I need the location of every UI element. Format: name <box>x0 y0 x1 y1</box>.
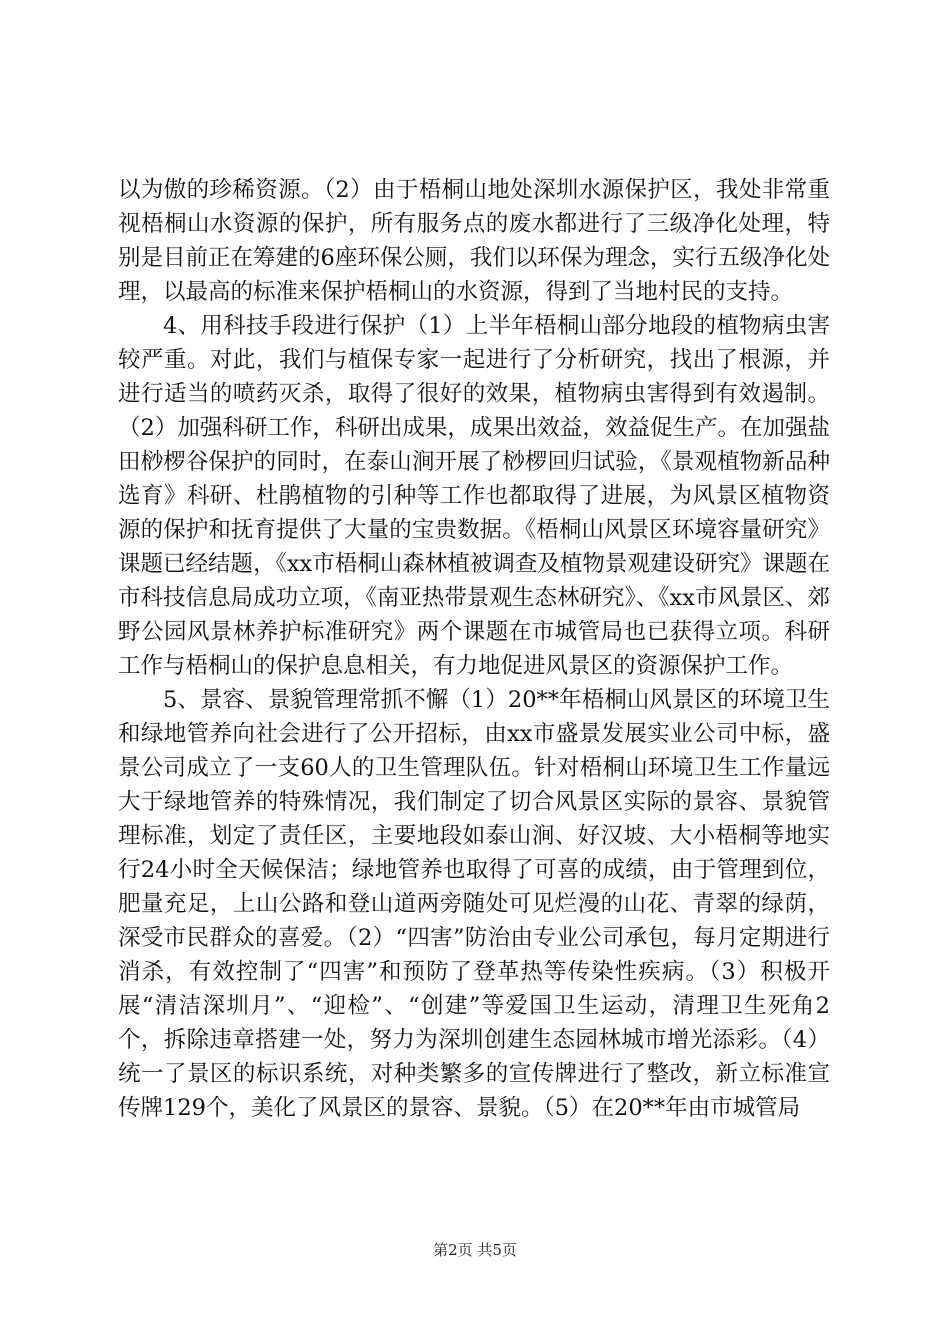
paragraph-tech-protection: 4、用科技手段进行保护（1）上半年梧桐山部分地段的植物病虫害较严重。对此，我们与植保专家一起进行了分析研究，找出了根源，并进行适当的喷药灭杀，取得了很好的效果，植物病虫害得到有效遏制。（2）加强科研工作，科研出成果，成果出效益，效益促生产。在加强盐田桫椤谷保护的同时，在泰山涧开展了桫椤回归试验，《景观植物新品种选育》科研、杜鹃植物的引种等工作也都取得了进展，为风景区植物资源的保护和抚育提供了大量的宝贵数据。《梧桐山风景区环境容量研究》课题已经结题，《xx市梧桐山森林植被调查及植物景观建设研究》课题在市科技信息局成功立项，《南亚热带景观生态林研究》、《xx市风景区、郊野公园风景林养护标准研究》两个课题在市城管局也已获得立项。科研工作与梧桐山的保护息息相关，有力地促进风景区的资源保护工作。 <box>118 313 830 679</box>
document-body <box>118 173 830 1125</box>
page-number-footer: 第2页 共5页 <box>433 1241 517 1259</box>
paragraph-water-protection: 以为傲的珍稀资源。（2）由于梧桐山地处深圳水源保护区，我处非常重视梧桐山水资源的保护，所有服务点的废水都进行了三级净化处理，特别是目前正在筹建的6座环保公厕，我们以环保为理念，实行五级净化处理，以最高的标准来保护梧桐山的水资源，得到了当地村民的支持。 <box>118 177 830 305</box>
paragraph-scenic-management: 5、景容、景貌管理常抓不懈（1）20**年梧桐山风景区的环境卫生和绿地管养向社会进行了公开招标，由xx市盛景发展实业公司中标，盛景公司成立了一支60人的卫生管理队伍。针对梧桐山环境卫生工作量远大于绿地管养的特殊情况，我们制定了切合风景区实际的景容、景貌管理标准，划定了责任区，主要地段如泰山涧、好汉坡、大小梧桐等地实行24小时全天候保洁；绿地管养也取得了可喜的成绩，由于管理到位，肥量充足，上山公路和登山道两旁随处可见烂漫的山花、青翠的绿荫，深受市民群众的喜爱。（2）“四害”防治由专业公司承包，每月定期进行消杀，有效控制了“四害”和预防了登革热等传染性疾病。（3）积极开展“清洁深圳月”、“迎检”、“创建”等爱国卫生运动，清理卫生死角2个，拆除违章搭建一处，努力为深圳创建生态园林城市增光添彩。（4）统一了景区的标识系统，对种类繁多的宣传牌进行了整改，新立标准宣传牌129个，美化了风景区的景容、景貌。（5）在20**年由市城管局 <box>118 687 830 1121</box>
